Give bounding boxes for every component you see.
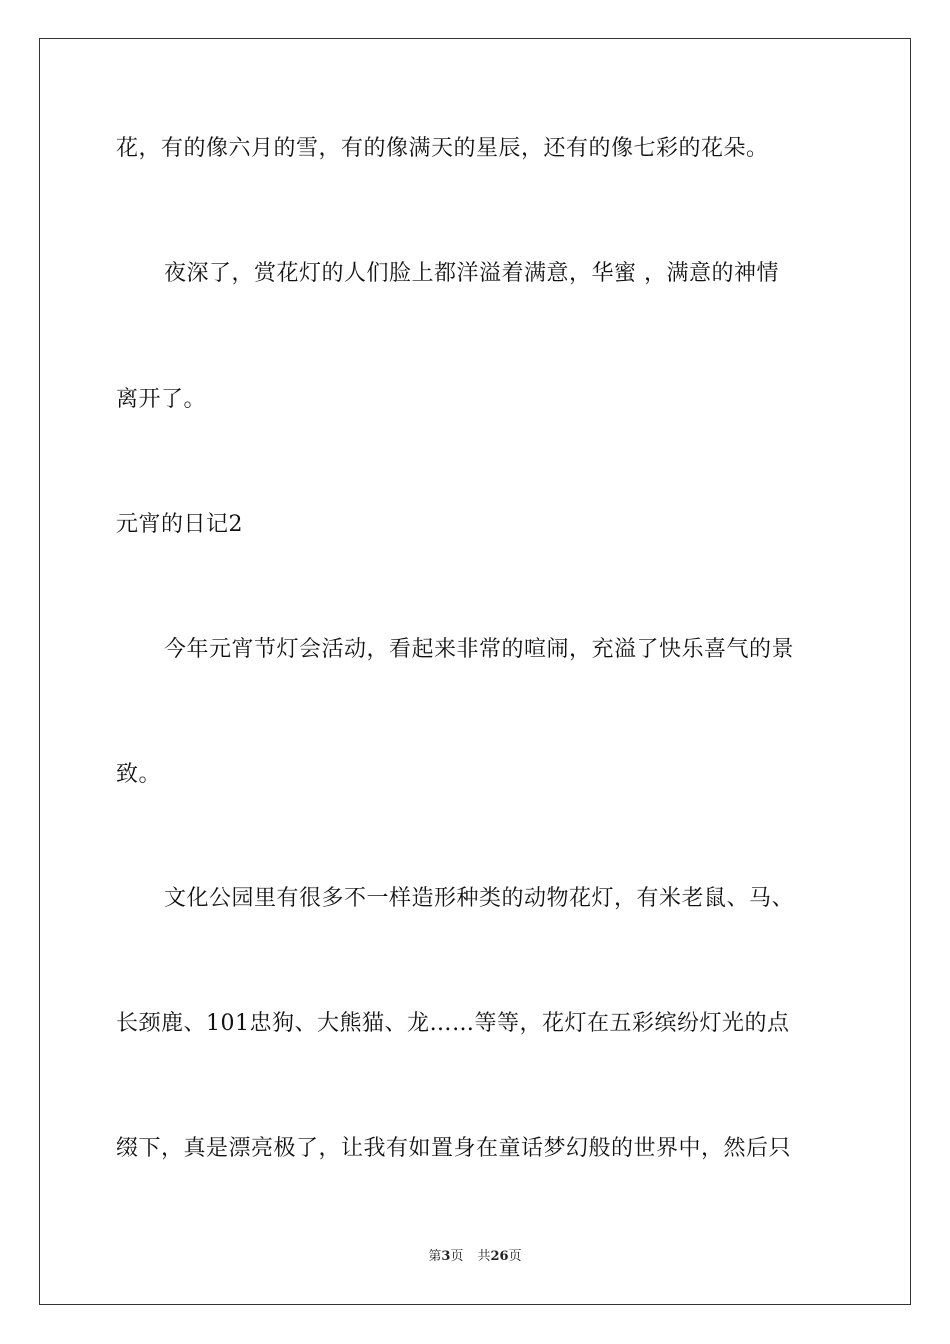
total-prefix: 共 <box>477 1249 491 1264</box>
paragraph-line: 今年元宵节灯会活动，看起来非常的喧闹，充溢了快乐喜气的景 <box>164 637 795 662</box>
page-suffix: 页 <box>450 1249 464 1264</box>
total-page-count: 26 <box>490 1249 509 1264</box>
paragraph-line: 花，有的像六月的雪，有的像满天的星辰，还有的像七彩的花朵。 <box>116 136 769 161</box>
page-prefix: 第 <box>428 1249 442 1264</box>
paragraph-line: 文化公园里有很多不一样造形种类的动物花灯，有米老鼠、马、 <box>164 886 795 911</box>
section-heading: 元宵的日记2 <box>116 512 243 537</box>
page-footer <box>0 1248 950 1266</box>
paragraph-line: 缀下，真是漂亮极了，让我有如置身在童话梦幻般的世界中，然后只 <box>116 1136 792 1161</box>
page-border <box>39 38 911 1305</box>
paragraph-line: 致。 <box>116 762 162 787</box>
paragraph-line: 夜深了，赏花灯的人们脸上都洋溢着满意，华蜜 ，满意的神情 <box>164 261 779 286</box>
total-suffix: 页 <box>508 1249 522 1264</box>
current-page-number: 3 <box>441 1249 451 1264</box>
paragraph-line: 长颈鹿、101忠狗、大熊猫、龙……等等，花灯在五彩缤纷灯光的点 <box>116 1011 790 1036</box>
paragraph-line: 离开了。 <box>116 387 207 412</box>
